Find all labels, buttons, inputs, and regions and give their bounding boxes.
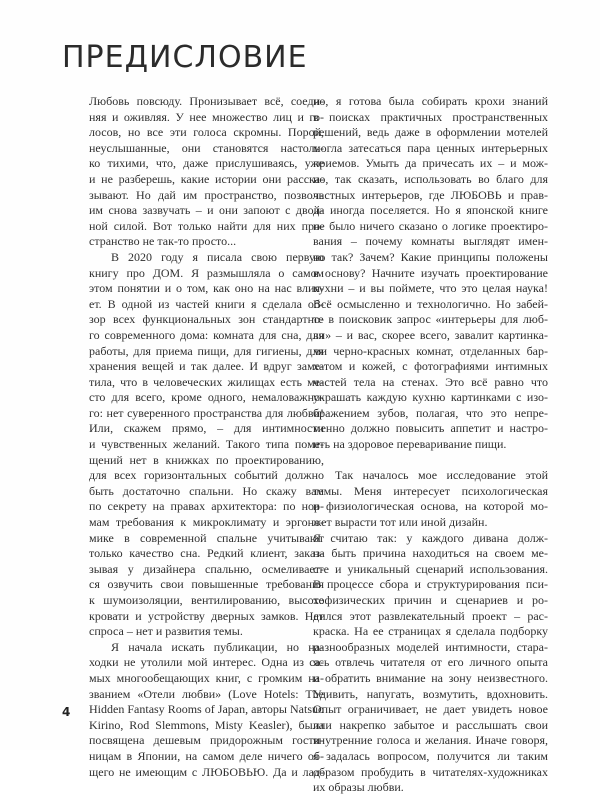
text-line: хранения вещей и так далее. И вдруг заме- <box>89 359 324 374</box>
text-line: Удивить, напугать, возмутить, вдохновить. <box>313 686 548 701</box>
text-line: приемов. Умыть да причесать их – и мож- <box>313 156 548 171</box>
text-line: образом пробудить в читателях-художниках <box>313 764 548 779</box>
text-line: спроса – нет и развития темы. <box>89 624 243 639</box>
text-line: ет. В одной из частей книги я сделала об- <box>89 296 324 311</box>
text-line: щений нет в книжках по проектированию, <box>89 452 324 467</box>
text-line: работы, для приема пищи, для гигиены, для <box>89 343 324 358</box>
text-line: го современного дома: комната для сна, для <box>89 327 324 342</box>
page-number: 4 <box>62 705 71 719</box>
text-line: зор всех функциональных зон стандартно- <box>89 312 324 327</box>
text-line: те в поисковик запрос «интерьеры для люб- <box>313 312 548 327</box>
text-line: кровати и устройству дверных замков. Нет <box>89 608 324 623</box>
text-line: Hidden Fantasy Rooms of Japan, авторы Natsuo <box>89 702 324 717</box>
text-line: сто для всего, кроме одного, немаловажно- <box>89 390 324 405</box>
text-line: ми черно-красных комнат, отделанных бар- <box>313 343 548 358</box>
text-line: частных интерьеров, где ЛЮБОВЬ и прав- <box>313 187 548 202</box>
text-line: Любовь повсюду. Пронизывает всё, соеди- <box>89 94 324 108</box>
text-line: но так? Зачем? Какие принципы положены <box>313 249 548 264</box>
text-line: внутренние голоса и желания. Иначе говоря, <box>313 733 548 748</box>
text-line: в поисках практичных пространственных <box>313 109 548 124</box>
text-line: посвящена дешевым придорожным гости- <box>89 733 324 748</box>
text-line: мам требования к микроклимату и эргоно- <box>89 515 324 530</box>
text-line: я задалась вопросом, получится ли таким <box>313 748 548 763</box>
text-line: ницам в Японии, на самом деле ничего об- <box>89 748 324 763</box>
text-line: Так началось мое исследование этой <box>335 468 548 483</box>
text-line: украшать каждую кухню картинками с изо- <box>313 390 548 405</box>
text-line: менно должно повысить аппетит и настро- <box>313 421 548 436</box>
text-line: и чувственных желаний. Такого типа поме- <box>89 437 324 452</box>
text-line: на быть причина находиться на своем ме- <box>313 546 548 561</box>
text-line: решений, ведь даже в оформлении мотелей <box>313 125 548 140</box>
text-line: по секрету на правах архитектора: по нор- <box>89 499 324 514</box>
text-line: в основу? Начните изучать проектирование <box>313 265 548 280</box>
text-line: Kirino, Rod Slemmons, Misty Keasler), была <box>89 717 324 732</box>
text-line: ся озвучить свои повышенные требования <box>89 577 324 592</box>
text-line: или накрепко забытое и расслышать свои <box>313 717 548 732</box>
text-line: этом понятии и о том, как оно на нас влия- <box>89 281 324 296</box>
text-line: для всех горизонтальных событий должно <box>89 468 324 483</box>
text-line: но, я готова была собирать крохи знаний <box>313 94 548 108</box>
text-line: ко тихими, что, даже прислушиваясь, уже <box>89 156 324 171</box>
text-column-left <box>89 94 324 780</box>
text-line: неуслышанные, они становятся настоль- <box>89 140 324 155</box>
text-line: ви» – и вас, скорее всего, завалит картинка- <box>313 327 548 342</box>
text-line: к шумоизоляции, вентилированию, высоте <box>89 593 324 607</box>
text-line: ходки не утолили мой интерес. Одна из са- <box>89 655 324 670</box>
text-line: темы. Меня интересует психологическая <box>313 483 548 498</box>
text-line: только качество сна. Редкий клиент, заказ- <box>89 546 324 561</box>
text-line: кухни – и вы поймете, что это целая наука! <box>313 281 548 296</box>
text-line: могла затесаться пара ценных интерьерных <box>313 140 548 155</box>
text-line: им снова зазвучать – и они запоют с двой- <box>89 203 324 218</box>
text-line: ить на здоровое переваривание пищи. <box>313 437 507 452</box>
text-line: хофизических причин и сценариев и ро- <box>313 593 548 607</box>
text-line: ной силой. Вот только найти для них про- <box>89 218 324 233</box>
text-line: хатом и кожей, с фотографиями интимных <box>313 359 548 374</box>
text-line: их образы любви. <box>313 780 404 795</box>
text-line: Опыт ограничивает, не дает увидеть новое <box>313 702 548 717</box>
text-line: тила, что в человеческих жилищах есть ме- <box>89 374 324 389</box>
text-line: щего не имеющим с ЛЮБОВЬЮ. Да и лад- <box>89 764 324 779</box>
page-title: ПРЕДИСЛОВИЕ <box>62 40 308 75</box>
text-line: не было ничего сказано о логике проектиро- <box>313 218 548 233</box>
text-line: жет вырасти тот или иной дизайн. <box>313 515 488 530</box>
text-line: ясь отвлечь читателя от его личного опыта <box>313 655 548 670</box>
text-line: званием «Отели любви» (Love Hotels: The <box>89 686 324 701</box>
text-line: Я считаю так: у каждого дивана долж- <box>313 530 548 545</box>
text-line: Или, скажем прямо, – для интимности <box>89 421 324 436</box>
text-line: зывают. Но дай им пространство, позволь <box>89 187 324 202</box>
text-line: В 2020 году я писала свою первую <box>111 249 324 264</box>
text-line: и не разберешь, какие истории они расска- <box>89 171 324 186</box>
text-line: вания – почему комнаты выглядят имен- <box>313 234 548 249</box>
text-line: и обратить внимание на зону неизвестного. <box>313 670 548 685</box>
text-line: го: нет суверенного пространства для любви! <box>89 405 324 420</box>
text-line: частей тела на стенах. Это всё равно что <box>313 374 548 389</box>
text-line: няя и оживляя. У нее множество лиц и го- <box>89 109 324 124</box>
text-line: разнообразных моделей интимности, стара- <box>313 639 548 654</box>
text-line: да иногда поселяется. Но я японской книге <box>313 203 548 218</box>
text-line: но, так сказать, использовать во благо для <box>313 171 548 186</box>
text-line: краска. На ее страницах я сделала подборку <box>313 624 548 639</box>
text-line: книгу про ДОМ. Я размышляла о самом <box>89 265 324 280</box>
text-line: В процессе сбора и структурирования пси- <box>313 577 548 592</box>
text-line: зывая у дизайнера спальню, осмеливает- <box>89 561 324 576</box>
text-line: лосов, но все эти голоса скромны. Порой, <box>89 125 324 140</box>
text-line: и физиологическая основа, на которой мо- <box>313 499 548 514</box>
text-line: Я начала искать публикации, но на- <box>111 639 324 654</box>
text-column-right <box>313 94 548 796</box>
text-line: Всё осмысленно и технологично. Но забей- <box>313 296 548 311</box>
text-line: сте и уникальный сценарий использования. <box>313 561 548 576</box>
text-line <box>313 453 548 469</box>
text-line: мых многообещающих книг, с громким на- <box>89 670 324 685</box>
text-line: мике в современной спальне учитывают <box>89 530 324 545</box>
text-line: странство не так-то просто... <box>89 234 237 249</box>
text-line: дился этот развлекательный проект – рас- <box>313 608 548 623</box>
text-line: быть достаточно спальни. Но скажу вам <box>89 483 324 498</box>
text-line: бражением зубов, полагая, что это непре- <box>313 405 548 420</box>
